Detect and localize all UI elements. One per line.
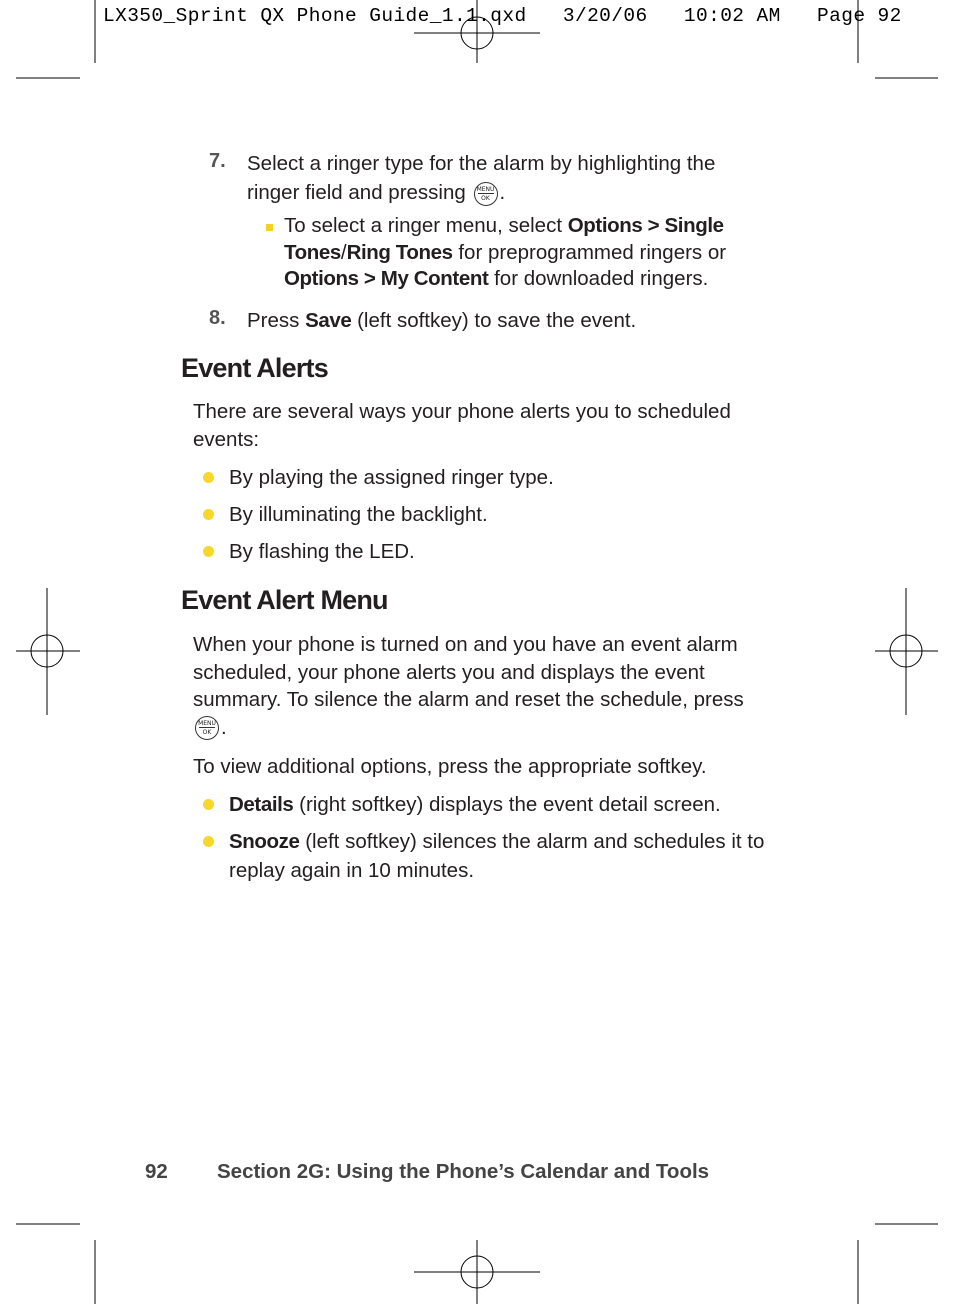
step-number: 7.: [209, 150, 226, 172]
event-alerts-intro: There are several ways your phone alerts you to scheduled events:: [193, 400, 731, 451]
menu-ok-key-icon: MENU OK: [195, 716, 219, 740]
list-item: Details (right softkey) displays the event detail screen.: [229, 793, 721, 816]
bullet-dot-icon: [203, 472, 214, 483]
list-item: By illuminating the backlight.: [229, 503, 488, 526]
step-number: 8.: [209, 307, 226, 329]
section-heading-event-alert-menu: Event Alert Menu: [181, 585, 388, 615]
section-heading-event-alerts: Event Alerts: [181, 353, 328, 383]
page-number: 92: [145, 1160, 168, 1183]
step-7-text: Select a ringer type for the alarm by highlighting the ringer field and pressing MENU OK .: [247, 152, 716, 204]
square-bullet-icon: [266, 224, 273, 231]
step-7-subitem: To select a ringer menu, select Options > Single Tones/Ring Tones for preprogrammed ringers or Options > My Content for downloaded ringers.: [284, 214, 727, 290]
running-footer: Section 2G: Using the Phone’s Calendar and Tools: [217, 1160, 710, 1183]
menu-ok-key-icon: MENU OK: [474, 182, 498, 206]
bullet-dot-icon: [203, 799, 214, 810]
bullet-dot-icon: [203, 509, 214, 520]
event-alert-menu-paragraph: When your phone is turned on and you have an event alarm scheduled, your phone alerts you and displays the event summary. To silence the alarm and reset the schedule, press MENU OK .: [193, 633, 744, 739]
print-slug-line: LX350_Sprint QX Phone Guide_1.1.qxd 3/20/06 10:02 AM Page 92: [103, 5, 902, 27]
list-item: By playing the assigned ringer type.: [229, 466, 554, 489]
bullet-dot-icon: [203, 836, 214, 847]
step-8-text: Press Save (left softkey) to save the event.: [247, 309, 637, 332]
list-item: By flashing the LED.: [229, 540, 415, 563]
list-item: Snooze (left softkey) silences the alarm and schedules it to replay again in 10 minutes.: [229, 830, 765, 882]
softkey-options-intro: To view additional options, press the appropriate softkey.: [193, 755, 707, 778]
bullet-dot-icon: [203, 546, 214, 557]
